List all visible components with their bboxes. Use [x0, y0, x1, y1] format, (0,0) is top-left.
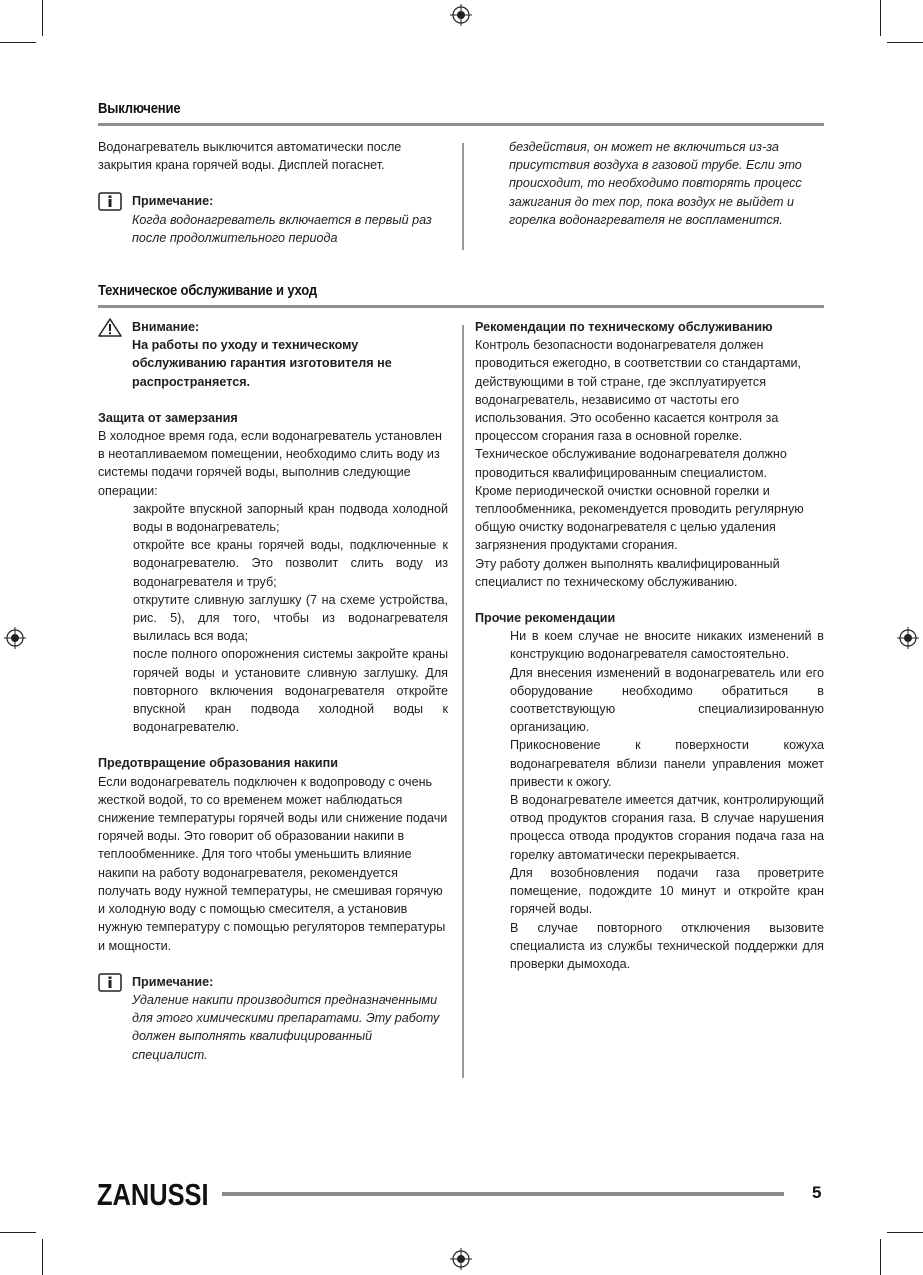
note-text: Когда водонагреватель включается в первый раз после продолжительного периода [132, 212, 432, 245]
list-item: В водонагревателе имеется датчик, контролирующий отвод продуктов сгорания газа. В случае нарушения процесса отвода продуктов сгорания подача газа на горелку автоматически перекрывается. [510, 793, 824, 862]
section-title-maintenance: Техническое обслуживание и уход [98, 283, 318, 299]
list-item: закройте впускной запорный кран подвода холодной воды в водонагреватель; [133, 501, 448, 535]
paragraph: Контроль безопасности водонагревателя должен проводиться ежегодно, в соответствии со стандартами, действующими в той стране, где эксплуатируется водонагреватель, независимо от частоты его использования. Это особенно касается контроля за процессом сгорания газа в основной горелке. [475, 338, 802, 444]
list-item: откройте все краны горячей воды, подключенные к водонагревателю. Это позволит слить воду из водонагревателя и труб; [133, 538, 448, 589]
note-box [98, 192, 448, 247]
section1-left-column [98, 138, 448, 247]
column-divider [462, 143, 464, 250]
section2-left-column [98, 318, 448, 1064]
shutdown-text: Водонагреватель выключится автоматически после закрытия крана горячей воды. Дисплей погаснет. [98, 140, 402, 173]
list-item: Для внесения изменений в водонагреватель или его оборудование необходимо обратиться в соответствующую специализированную организацию. [510, 665, 824, 735]
crop-mark [42, 1239, 43, 1275]
crop-mark [0, 1232, 36, 1233]
registration-mark-icon [897, 627, 919, 649]
note-box [98, 973, 448, 1064]
list-item: открутите сливную заглушку (7 на схеме устройства, рис. 5), для того, чтобы из водонагревателя вылилась вся вода; [133, 592, 448, 644]
other-title: Прочие рекомендации [475, 611, 616, 626]
list-item: В случае повторного отключения вызовите специалиста из службы технической поддержки для проверки дымохода. [510, 920, 824, 971]
frost-intro: В холодное время года, если водонагреватель установлен в неотапливаемом помещении, необходимо слить воду из системы подачи горячей воды, выполнив следующие операции: [98, 429, 442, 498]
registration-mark-icon [450, 4, 472, 26]
warning-title: Внимание: [132, 320, 200, 334]
footer-rule [222, 1192, 784, 1196]
crop-mark [880, 1239, 881, 1275]
section-rule [98, 123, 824, 126]
scale-title: Предотвращение образования накипи [98, 756, 338, 771]
brand-logo: ZANUSSI [97, 1177, 209, 1212]
frost-title: Защита от замерзания [98, 410, 238, 425]
scale-text: Если водонагреватель подключен к водопроводу с очень жесткой водой, то со временем может наблюдаться снижение температуры горячей воды или снижение подачи горячей воды. Это говорит об образовании накипи в теплообменнике. Для того чтобы уменьшить влияние накипи на работу водонагревателя, рекомендуется получать воду нужной температуры, не смешивая горячую и холодную воду с помощью смесителя, а установив нужную температуру с помощью регуляторов температуры и мощности. [98, 774, 448, 953]
page-number: 5 [812, 1183, 822, 1202]
list-item: Ни в коем случае не вносите никаких изменений в конструкцию водонагревателя самостоятельно. [510, 629, 824, 662]
section1-right-column [509, 138, 824, 229]
crop-mark [42, 0, 43, 36]
paragraph: Техническое обслуживание водонагревателя должно проводиться квалифицированным специалистом. [475, 447, 787, 480]
crop-mark [887, 1232, 923, 1233]
list-item: Прикосновение к поверхности кожуха водонагревателя вблизи панели управления может привести к ожогу. [510, 738, 824, 789]
crop-mark [887, 42, 923, 43]
registration-mark-icon [450, 1248, 472, 1270]
crop-mark [0, 42, 36, 43]
column-divider [462, 325, 464, 1078]
shutdown-note-continued: бездействия, он может не включиться из-за присутствия воздуха в газовой трубе. Если это происходит, то необходимо повторять процесс зажигания до тех пор, пока воздух не выйдет и горелка водонагревателя не воспламенится. [509, 140, 802, 227]
note-title: Примечание: [132, 194, 214, 209]
paragraph: Кроме периодической очистки основной горелки и теплообменника, рекомендуется проводить регулярную общую очистку водонагревателя с целью удаления загрязнения продуктами сгорания. [475, 483, 804, 553]
info-icon [98, 192, 122, 211]
crop-mark [880, 0, 881, 36]
paragraph: Эту работу должен выполнять квалифицированный специалист по техническому обслуживанию. [475, 556, 780, 589]
section-rule [98, 305, 824, 308]
maintenance-title: Рекомендации по техническому обслуживанию [475, 320, 773, 334]
warning-triangle-icon [98, 318, 122, 337]
note-text: Удаление накипи производится предназначенными для этого химическими препаратами. Эту работу должен выполнять квалифицированный специалист. [132, 992, 440, 1062]
info-icon [98, 973, 122, 992]
warning-box [98, 318, 448, 391]
warning-text: На работы по уходу и техническому обслуживанию гарантия изготовителя не распространяется. [132, 338, 392, 389]
registration-mark-icon [4, 627, 26, 649]
section-title-shutdown: Выключение [98, 101, 181, 117]
section2-right-column [475, 318, 824, 973]
note-title: Примечание: [132, 974, 214, 989]
list-item: после полного опорожнения системы закройте краны горячей воды и установите сливную заглушку. Для повторного включения водонагревателя откройте впускной кран подвода холодной воды к водонагревателю. [133, 647, 448, 735]
list-item: Для возобновления подачи газа проветрите помещение, подождите 10 минут и откройте кран горячей воды. [510, 865, 824, 917]
